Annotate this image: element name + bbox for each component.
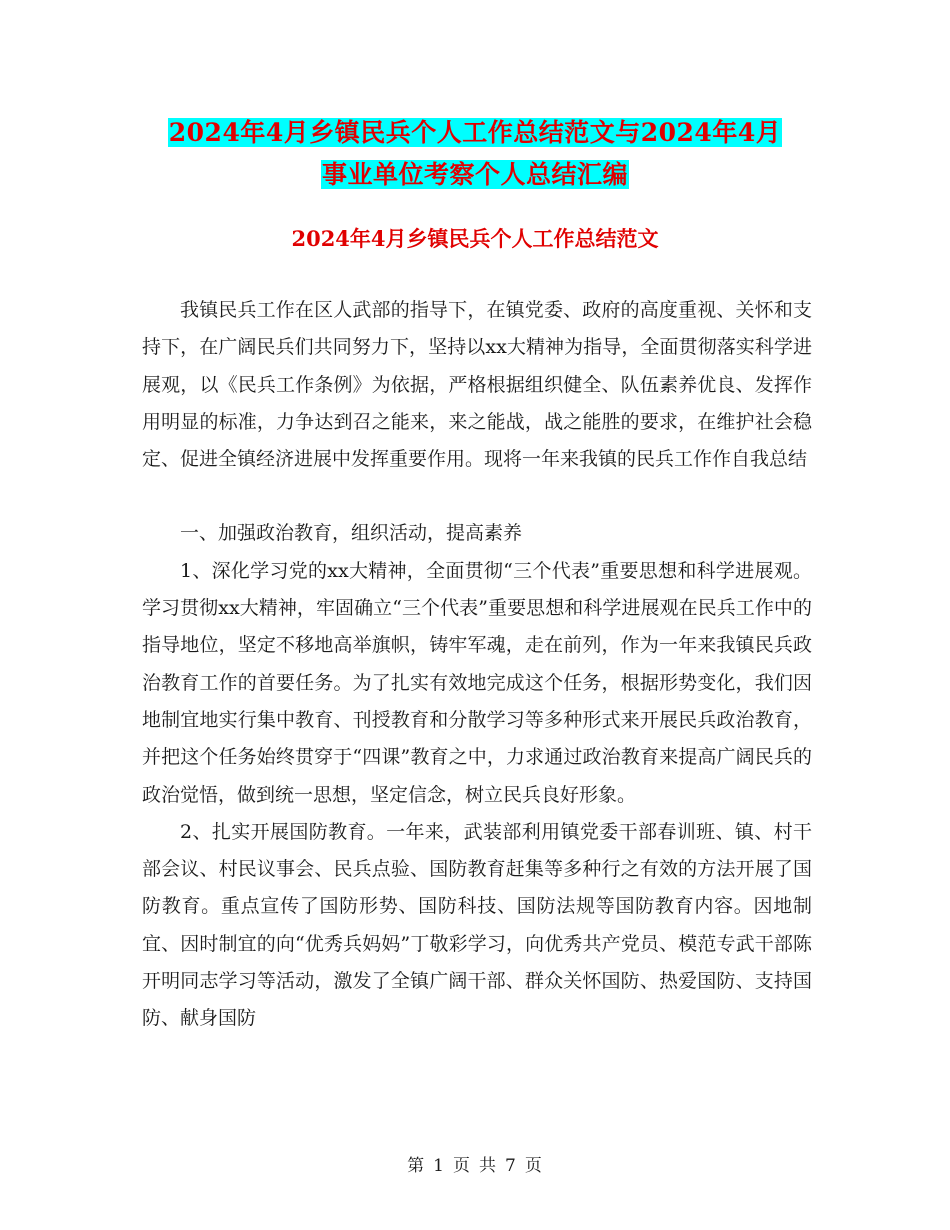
title-line-2: 事业单位考察个人总结汇编 (321, 160, 628, 189)
page-footer (0, 1154, 950, 1178)
section-title: 2024年4月乡镇民兵个人工作总结范文 (291, 226, 659, 251)
document-title (0, 112, 950, 196)
title-line-1: 2024年4月乡镇民兵个人工作总结范文与2024年4月 (168, 118, 782, 147)
document-body (142, 292, 812, 1038)
footer-total-pages: 7 (505, 1156, 517, 1176)
footer-label-di: 第 (407, 1156, 426, 1176)
paragraph-intro: 我镇民兵工作在区人武部的指导下，在镇党委、政府的高度重视、关怀和支持下，在广阔民兵们共同努力下，坚持以xx大精神为指导，全面贯彻落实科学进展观，以《民兵工作条例》为依据，严格根据组织健全、队伍素养优良、发挥作用明显的标准，力争达到召之能来，来之能战，战之能胜的要求，在维护社会稳定、促进全镇经济进展中发挥重要作用。现将一年来我镇的民兵工作作自我总结 (142, 299, 812, 471)
paragraph-item-2: 2、扎实开展国防教育。一年来，武装部利用镇党委干部春训班、镇、村干部会议、村民议事会、民兵点验、国防教育赶集等多种行之有效的方法开展了国防教育。重点宣传了国防形势、国防科技、国防法规等国防教育内容。因地制宜、因时制宜的向“优秀兵妈妈”丁敬彩学习，向优秀共产党员、模范专武干部陈开明同志学习等活动，激发了全镇广阔干部、群众关怀国防、热爱国防、支持国防、献身国防 (142, 820, 812, 1030)
footer-current-page: 1 (433, 1156, 445, 1176)
footer-label-ye: 页 (453, 1156, 471, 1176)
footer-label-ye-2: 页 (524, 1156, 543, 1176)
paragraph-item-1: 1、深化学习党的xx大精神，全面贯彻“三个代表”重要思想和科学进展观。学习贯彻xx大精神，牢固确立“三个代表”重要思想和科学进展观在民兵工作中的指导地位，坚定不移地高举旗帜，铸牢军魂，走在前列，作为一年来我镇民兵政治教育工作的首要任务。为了扎实有效地完成这个任务，根据形势变化，我们因地制宜地实行集中教育、刊授教育和分散学习等多种形式来开展民兵政治教育，并把这个任务始终贯穿于“四课”教育之中，力求通过政治教育来提高广阔民兵的政治觉悟，做到统一思想，坚定信念，树立民兵良好形象。 (142, 559, 812, 806)
paragraph-heading-1: 一、加强政治教育，组织活动，提高素养 (180, 522, 523, 545)
footer-label-gong: 共 (479, 1156, 497, 1176)
